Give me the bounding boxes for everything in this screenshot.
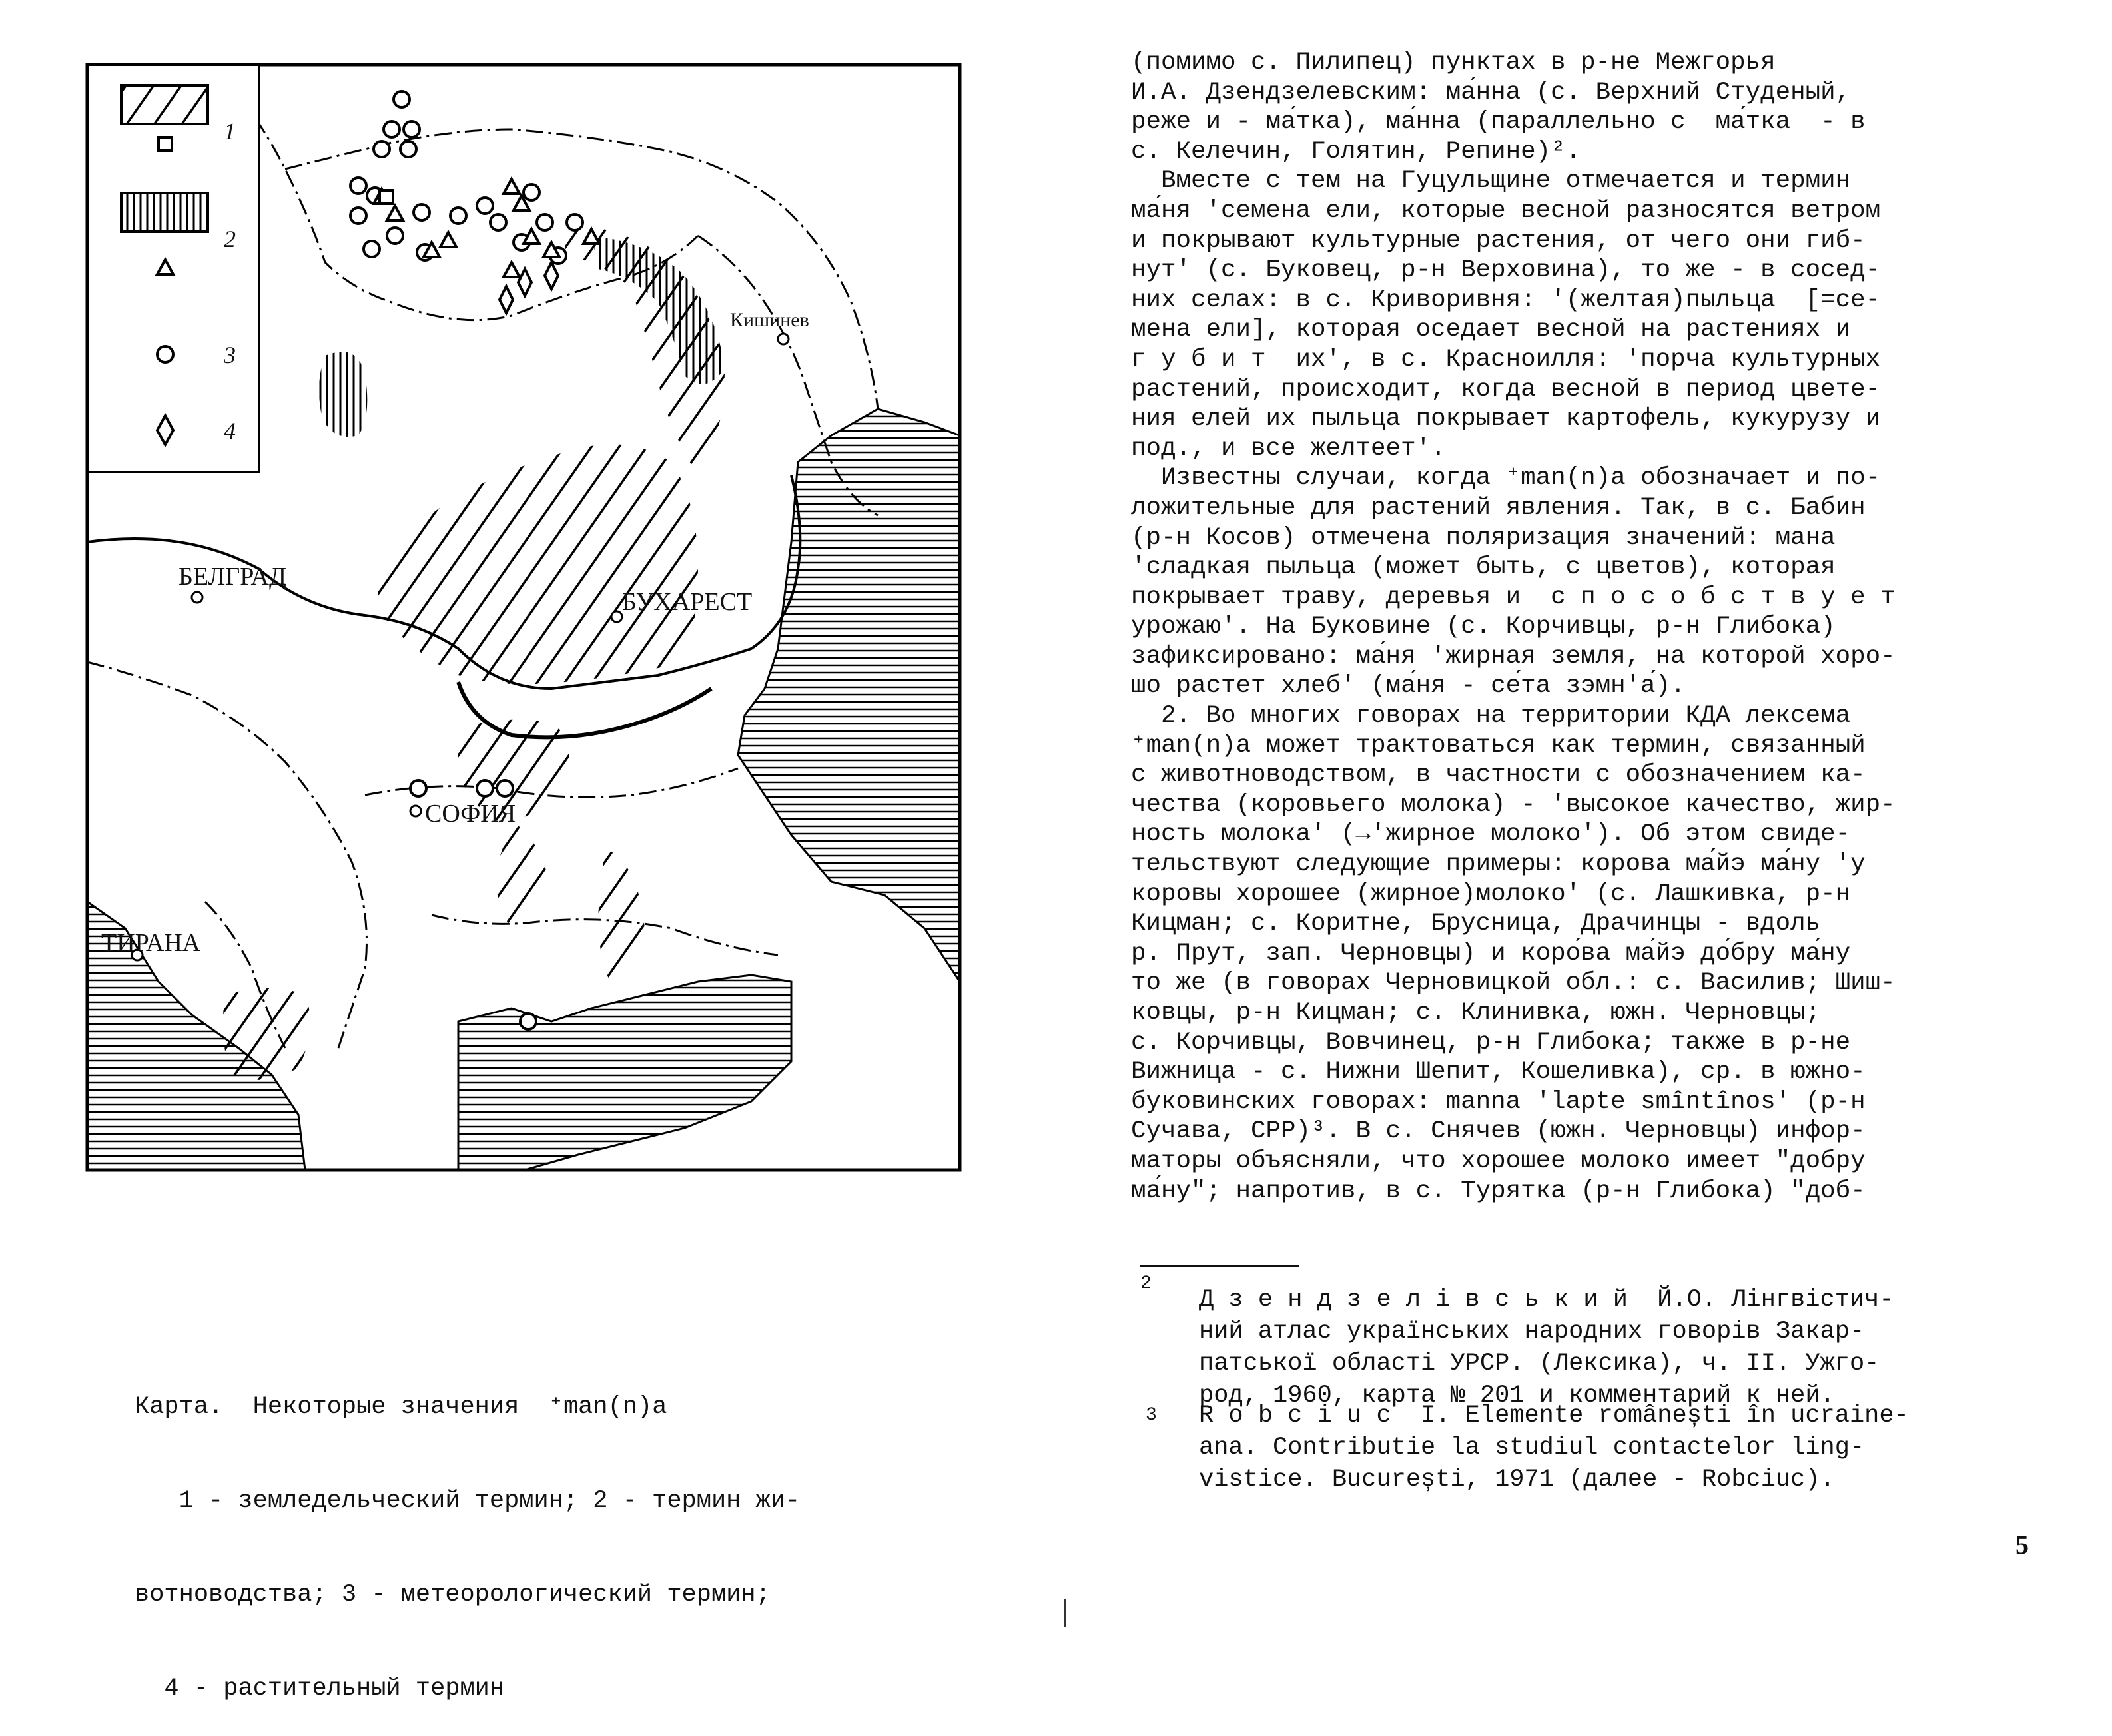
sofia-dot: [410, 806, 421, 816]
legend-circle-marker: [157, 346, 173, 362]
bukharest-dot: [611, 611, 622, 622]
map-drawing: [85, 63, 962, 1172]
paragraph-2: Вместе с тем на Гуцульщине отмечается и термин ма́ня 'семена ели, которые весной разносятся ветром и покрывают культурные растения, от чего они гиб- нут' (с. Буковец, р-н Верховина), то же - в сосед- них селах: в с. Криворивня: '(желтая)пыльца [=се- мена ели], которая оседает весной на растениях и г у б и т их', в с. Красноилля: 'порча культурных растений, происходит, когда весной в период цвете- ния елей их пыльца покрывает картофель, кукурузу и под., и все желтеет'.: [1131, 167, 1881, 463]
footnote-3-number: 3: [1146, 1405, 1157, 1426]
legend-number-3: 3: [224, 342, 236, 368]
footnote-rule: [1140, 1265, 1299, 1267]
body-text: [1131, 48, 2063, 1206]
caption-line-3: вотноводства; 3 - метеорологический термин;: [135, 1581, 771, 1609]
legend-number-1: 1: [224, 118, 236, 145]
legend-swatch-livestock: [121, 193, 208, 232]
footnote-3-text: R o b c i u c I. Elemente românești în ucraine- ana. Contributie la studiul contactelor ling- vistice. București, 1971 (далее - Robciuc).: [1199, 1402, 1909, 1494]
footnote-2-text: Д з е н д з е л і в с ь к и й Й.О. Лінгвістич- ний атлас українських народних говорів Закар- патської області УРСР. (Лексика), ч. II. Ужго- род, 1960, карта № 201 и комментарий к ней.: [1199, 1286, 1894, 1410]
city-label-sofia: СОФИЯ: [425, 800, 516, 828]
gutter-mark: [1064, 1599, 1066, 1627]
page-number: 5: [2015, 1530, 2029, 1560]
caption-line-1: Карта. Некоторые значения ⁺man(n)a: [135, 1393, 667, 1421]
map-figure: [85, 63, 962, 1172]
legend-number-2: 2: [224, 226, 236, 252]
paragraph-3: Известны случаи, когда ⁺man(n)a обозначает и по- ложительные для растений явления. Так, в с. Бабин (р-н Косов) отмечена поляризация значений: мана 'сладкая пыльца (может быть, с цветов), которая покрывает траву, деревья и с п о с о б с т в у е т урожаю'. На Буковине (с. Корчивцы, р-н Глибока) зафиксировано: ма́ня 'жирная земля, на которой хоро- шо растет хлеб' (ма́ня - се́та зэмн'а́).: [1131, 464, 1896, 701]
agricultural-area-albania: [223, 988, 310, 1080]
legend-number-4: 4: [224, 418, 236, 444]
kishinev-dot: [778, 334, 789, 344]
agricultural-point: [380, 190, 393, 204]
belgrad-dot: [192, 592, 202, 603]
paragraph-4: 2. Во многих говорах на территории КДА лексема ⁺man(n)a может трактоваться как термин, связанный с животноводством, в частности с обозначением ка- чества (коровьего молока) - 'высокое качество, жир- ность молока' (→'жирное молоко'). Об этом свиде- тельствуют следующие примеры: корова ма́йэ ма́ну 'у коровы хорошее (жирное)молоко' (с. Лашкивка, р-н Кицман; с. Коритне, Брусница, Драчинцы - вдоль р. Прут, зап. Черновцы) и коро́ва ма́йэ до́бру ма́ну то же (в говорах Черновицкой обл.: с. Василив; Шиш- ковцы, р-н Кицман; с. Клинивка, южн. Черновцы; с. Корчивцы, Вовчинец, р-н Глибока; также в р-не Вижница - с. Нижни Шепит, Кошеливка), ср. в южно- буковинских говорах: manna 'lapte smîntînos' (р-н Сучава, СРР)³. В с. Снячев (южн. Черновцы) инфор- маторы объясняли, что хорошее молоко имеет "добру ма́ну"; напротив, в с. Турятка (р-н Глибока) "доб-: [1131, 702, 1896, 1205]
caption-line-2: 1 - земледельческий термин; 2 - термин жи-: [135, 1487, 801, 1515]
city-label-tirana: ТИРАНА: [101, 929, 201, 957]
footnote-2-number: 2: [1140, 1273, 1152, 1294]
city-label-bukharest: БУХАРЕСТ: [622, 588, 753, 616]
city-label-kishinev: Кишинев: [730, 309, 809, 331]
legend-square-marker: [159, 137, 172, 150]
city-label-belgrad: БЕЛГРАД: [178, 563, 286, 591]
caption-line-4: 4 - растительный термин: [135, 1675, 505, 1703]
livestock-area-transylvania: [319, 352, 367, 437]
legend-swatch-agricultural: [121, 85, 208, 124]
map-caption: [135, 1329, 960, 1736]
paragraph-1: (помимо с. Пилипец) пунктах в р-не Межгорья И.А. Дзендзелевским: ма́нна (с. Верхний Студеный, реже и - ма́тка), ма́нна (параллельно с ма́тка - в с. Келечин, Голятин, Репине)².: [1131, 49, 1866, 166]
